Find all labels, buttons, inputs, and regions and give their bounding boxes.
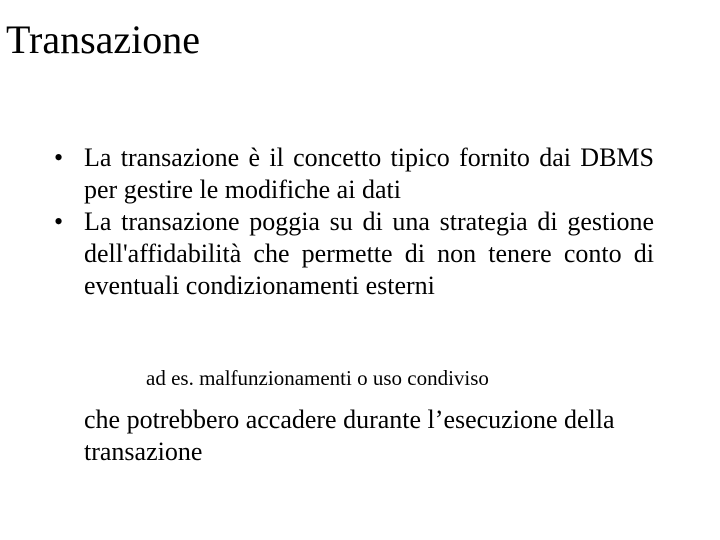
example-note: ad es. malfunzionamenti o uso condiviso xyxy=(146,366,489,390)
bullet-list xyxy=(54,142,654,302)
continuation-text: che potrebbero accadere durante l’esecuzione della transazione xyxy=(84,405,615,466)
slide-title: Transazione xyxy=(6,17,201,62)
bullet-item-reliability-strategy xyxy=(54,206,654,302)
bullet-dot-icon: • xyxy=(54,207,64,236)
bullet-text: La transazione poggia su di una strategia di gestione dell'affidabilità che permette di non tenere conto di eventuali condizionamenti esterni xyxy=(84,207,654,300)
bullet-dot-icon: • xyxy=(54,143,64,172)
bullet-item-transaction-concept xyxy=(54,142,654,206)
bullet-text: La transazione è il concetto tipico fornito dai DBMS per gestire le modifiche ai dati xyxy=(84,143,654,204)
